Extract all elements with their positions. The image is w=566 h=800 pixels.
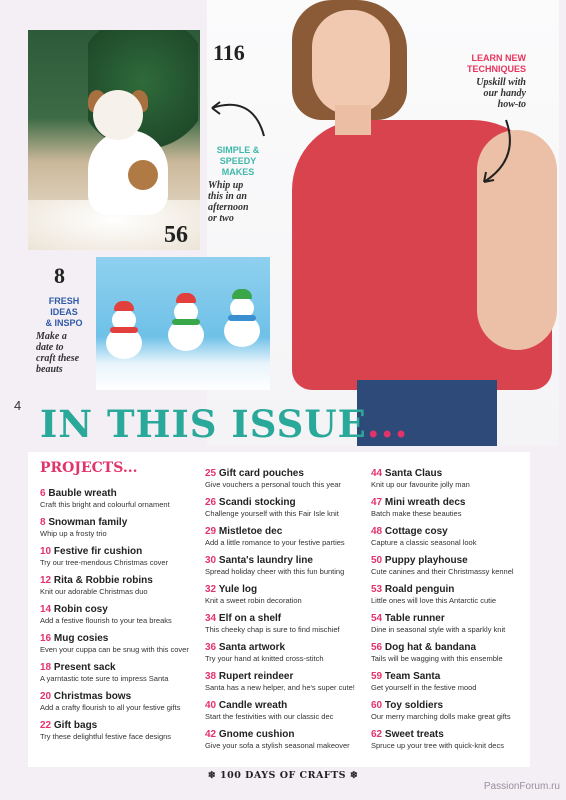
entry-title-text: Santa Claus [384, 468, 443, 479]
entry-description: Santa has a new helper, and he's super cute! [205, 683, 355, 692]
entry-title-text: Present sack [53, 662, 116, 673]
contents-entry [371, 729, 531, 758]
entry-description: Start the festivities with our classic dec [205, 712, 334, 721]
entry-title [40, 546, 205, 558]
entry-title-text: Snowman family [48, 517, 128, 528]
entry-description: Craft this bright and colourful ornament [40, 500, 170, 509]
entry-description: Add a little romance to your festive parties [205, 538, 345, 547]
contents-panel [28, 452, 530, 767]
entry-title [371, 729, 531, 741]
page-ref-116: 116 [213, 40, 245, 65]
contents-entry [371, 497, 531, 526]
page-title: IN THIS ISSUE... [40, 402, 409, 446]
entry-title [205, 497, 370, 509]
entry-title-text: Table runner [384, 613, 445, 624]
caption-head: IDEAS [50, 307, 78, 317]
entry-page-number: 40 [205, 700, 217, 711]
caption-head: SPEEDY [219, 156, 257, 166]
contents-entry [205, 526, 370, 555]
entry-page-number: 30 [205, 555, 217, 566]
contents-entry [40, 517, 205, 546]
entry-title [205, 700, 370, 712]
entry-title [205, 613, 370, 625]
entry-title-text: Scandi stocking [218, 497, 296, 508]
contents-entry [371, 671, 531, 700]
entry-page-number: 38 [205, 671, 217, 682]
dog-photo [28, 30, 200, 250]
entry-title-text: Robin cosy [53, 604, 108, 615]
snowmen-photo [96, 257, 270, 390]
entry-title-text: Santa's laundry line [218, 555, 313, 566]
entry-page-number: 42 [205, 729, 217, 740]
entry-page-number: 60 [371, 700, 383, 711]
contents-entry [40, 633, 205, 662]
contents-entry [40, 546, 205, 575]
entry-description: Spruce up your tree with quick-knit decs [371, 741, 504, 750]
curved-arrow-icon [206, 96, 268, 138]
entry-description: Even your cuppa can be snug with this cover [40, 645, 189, 654]
entry-title-text: Gnome cushion [218, 729, 295, 740]
entry-title [40, 517, 205, 529]
entry-page-number: 29 [205, 526, 217, 537]
entry-title-text: Gift bags [53, 720, 98, 731]
watermark: PassionForum.ru [483, 781, 560, 792]
section-heading: PROJECTS... [40, 460, 138, 476]
entry-page-number: 10 [40, 546, 52, 557]
curved-arrow-icon [476, 118, 516, 190]
contents-entry [205, 671, 370, 700]
entry-page-number: 36 [205, 642, 217, 653]
entry-page-number: 6 [40, 488, 46, 499]
caption-head: & INSPO [45, 318, 83, 328]
entry-title-text: Festive fir cushion [53, 546, 143, 557]
entry-description: Try our tree-mendous Christmas cover [40, 558, 169, 567]
entry-page-number: 47 [371, 497, 383, 508]
entry-title-text: Yule log [218, 584, 258, 595]
entry-title [205, 642, 370, 654]
entry-description: Our merry marching dolls make great gifts [371, 712, 511, 721]
entry-page-number: 44 [371, 468, 383, 479]
entry-title-text: Christmas bows [53, 691, 132, 702]
entry-title-text: Cottage cosy [384, 526, 448, 537]
contents-column-2 [205, 468, 370, 758]
entry-description: Whip up a frosty trio [40, 529, 107, 538]
entry-description: Give vouchers a personal touch this year [205, 480, 341, 489]
caption-simple [208, 145, 268, 224]
caption-head: SIMPLE & [216, 145, 260, 155]
entry-page-number: 14 [40, 604, 52, 615]
entry-page-number: 34 [205, 613, 217, 624]
page-number: 4 [14, 398, 22, 413]
caption-learn [420, 53, 526, 110]
contents-entry [371, 555, 531, 584]
contents-entry [371, 468, 531, 497]
entry-title [371, 555, 531, 567]
entry-title-text: Candle wreath [218, 700, 288, 711]
entry-page-number: 54 [371, 613, 383, 624]
entry-description: Knit our adorable Christmas duo [40, 587, 148, 596]
contents-entry [371, 642, 531, 671]
entry-page-number: 22 [40, 720, 52, 731]
entry-description: Try these delightful festive face designs [40, 732, 172, 741]
contents-entry [205, 497, 370, 526]
entry-page-number: 18 [40, 662, 52, 673]
entry-description: Knit up our favourite jolly man [371, 480, 470, 489]
contents-entry [371, 700, 531, 729]
dog-spot [128, 160, 158, 190]
caption-script: Whip up this in an afternoon or two [208, 180, 249, 224]
contents-entry [40, 691, 205, 720]
entry-description: This cheeky chap is sure to find mischief [205, 625, 340, 634]
caption-head: FRESH [48, 296, 80, 306]
entry-title [40, 691, 205, 703]
contents-entry [40, 720, 205, 749]
entry-title [371, 700, 531, 712]
entry-title-text: Mini wreath decs [384, 497, 466, 508]
entry-page-number: 8 [40, 517, 46, 528]
entry-page-number: 53 [371, 584, 383, 595]
entry-description: Dine in seasonal style with a sparkly knit [371, 625, 506, 634]
entry-description: Knit a sweet robin decoration [205, 596, 302, 605]
contents-column-1 [40, 460, 205, 749]
entry-title [371, 642, 531, 654]
entry-title [371, 497, 531, 509]
entry-description: Tails will be wagging with this ensemble [371, 654, 503, 663]
entry-title [205, 555, 370, 567]
contents-entry [40, 575, 205, 604]
entry-description: Add a festive flourish to your tea breaks [40, 616, 172, 625]
entry-title-text: Gift card pouches [218, 468, 304, 479]
magazine-footer: ❄ 100 DAYS OF CRAFTS ❄ [207, 770, 359, 781]
entry-page-number: 16 [40, 633, 52, 644]
entry-title [40, 604, 205, 616]
entry-title-text: Toy soldiers [384, 700, 444, 711]
entry-title [40, 662, 205, 674]
entry-page-number: 59 [371, 671, 383, 682]
entry-title [371, 526, 531, 538]
entry-title [205, 671, 370, 683]
contents-entry [40, 488, 205, 517]
entry-description: Capture a classic seasonal look [371, 538, 477, 547]
entry-page-number: 20 [40, 691, 52, 702]
dog-head [93, 90, 143, 140]
contents-entry [40, 662, 205, 691]
entry-title [371, 468, 531, 480]
page-ref-56: 56 [164, 222, 188, 248]
entry-description: A yarntastic tote sure to impress Santa [40, 674, 169, 683]
caption-script: Upskill with our handy how-to [476, 77, 526, 110]
entry-title-text: Mistletoe dec [218, 526, 283, 537]
entry-description: Little ones will love this Antarctic cutie [371, 596, 497, 605]
contents-entry [205, 729, 370, 758]
contents-entry [371, 584, 531, 613]
entry-title [205, 584, 370, 596]
entry-description: Get yourself in the festive mood [371, 683, 477, 692]
entry-page-number: 12 [40, 575, 52, 586]
caption-head: LEARN NEW [471, 53, 526, 63]
contents-entry [40, 604, 205, 633]
contents-entry [205, 700, 370, 729]
entry-title [371, 671, 531, 683]
entry-title-text: Puppy playhouse [384, 555, 468, 566]
entry-title-text: Dog hat & bandana [384, 642, 477, 653]
entry-page-number: 62 [371, 729, 383, 740]
entry-title [371, 613, 531, 625]
page-ref-8: 8 [54, 263, 65, 288]
entry-page-number: 50 [371, 555, 383, 566]
entry-description: Challenge yourself with this Fair Isle knit [205, 509, 339, 518]
contents-entry [205, 584, 370, 613]
entry-title-text: Mug cosies [53, 633, 109, 644]
contents-column-3 [371, 468, 531, 758]
entry-title [205, 729, 370, 741]
entry-title [371, 584, 531, 596]
contents-entry [371, 526, 531, 555]
entry-title [40, 488, 205, 500]
entry-page-number: 26 [205, 497, 217, 508]
contents-entry [205, 555, 370, 584]
entry-title-text: Rupert reindeer [218, 671, 294, 682]
model-face [312, 10, 390, 115]
contents-entry [205, 613, 370, 642]
entry-title-text: Bauble wreath [48, 488, 117, 499]
entry-title-text: Team Santa [384, 671, 441, 682]
entry-title [205, 468, 370, 480]
entry-description: Add a crafty flourish to all your festive gifts [40, 703, 181, 712]
entry-title [40, 575, 205, 587]
entry-description: Give your sofa a stylish seasonal makeover [205, 741, 350, 750]
caption-head: TECHNIQUES [466, 64, 526, 74]
entry-description: Spread holiday cheer with this fun bunting [205, 567, 345, 576]
contents-entry [371, 613, 531, 642]
entry-description: Cute canines and their Christmassy kennel [371, 567, 514, 576]
entry-page-number: 48 [371, 526, 383, 537]
caption-fresh [36, 296, 92, 375]
contents-entry [205, 468, 370, 497]
entry-title-text: Rita & Robbie robins [53, 575, 153, 586]
entry-title [40, 633, 205, 645]
entry-title-text: Elf on a shelf [218, 613, 282, 624]
entry-page-number: 25 [205, 468, 217, 479]
entry-page-number: 32 [205, 584, 217, 595]
entry-description: Batch make these beauties [371, 509, 462, 518]
entry-title-text: Roald penguin [384, 584, 455, 595]
caption-head: MAKES [221, 167, 255, 177]
model-neck [335, 105, 371, 135]
entry-page-number: 56 [371, 642, 383, 653]
caption-script: Make a date to craft these beauts [36, 331, 80, 375]
entry-title [40, 720, 205, 732]
entry-title [205, 526, 370, 538]
entry-description: Try your hand at knitted cross-stitch [205, 654, 324, 663]
entry-title-text: Santa artwork [218, 642, 286, 653]
entry-title-text: Sweet treats [384, 729, 444, 740]
contents-entry [205, 642, 370, 671]
